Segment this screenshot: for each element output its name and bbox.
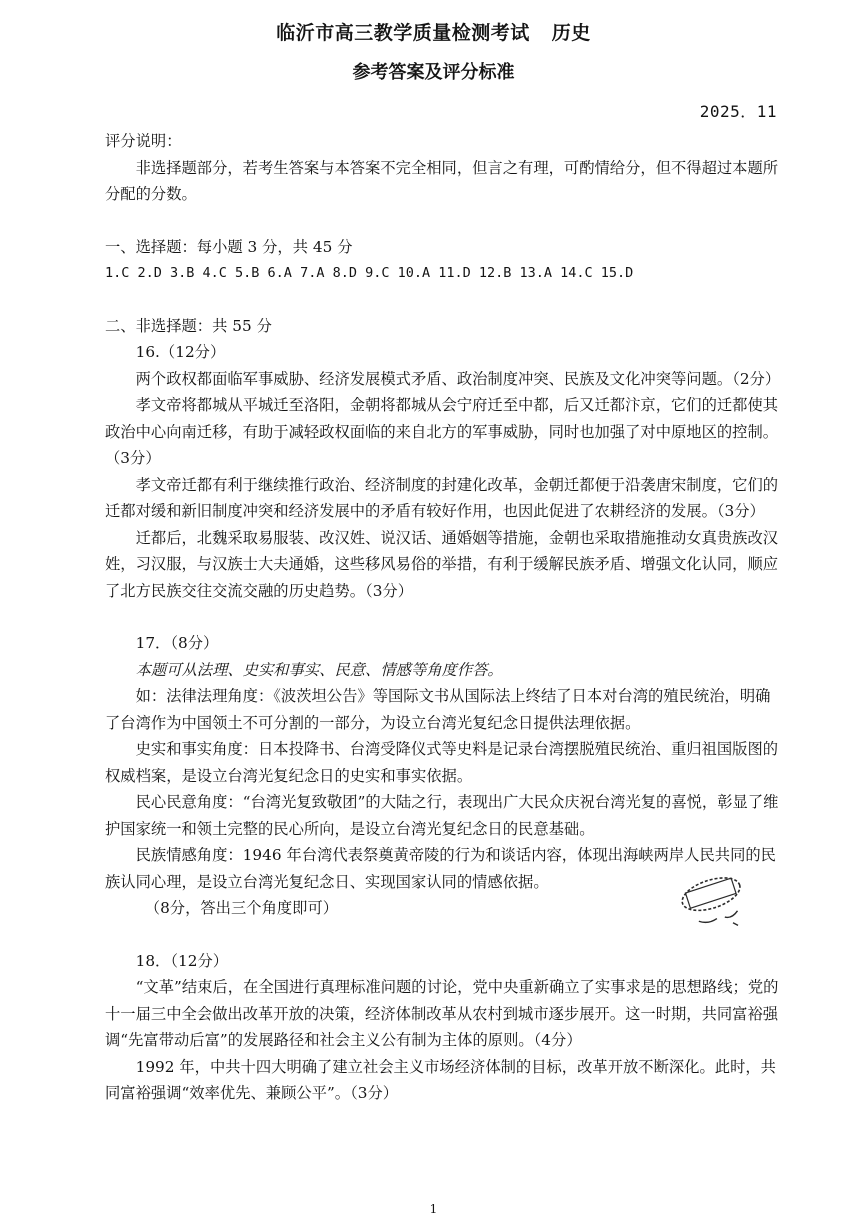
question-16-paragraph: 孝文帝将都城从平城迁至洛阳，金朝将都城从会宁府迁至中都，后又迁都汴京，它们的迁都使其政治中心向南迁移，有助于减轻政权面临的来自北方的军事威胁，同时也加强了对中原地区的控制。（3分） [105, 396, 779, 467]
question-17-title: 17．（8分） [135, 634, 219, 652]
exam-title: 临沂市高三教学质量检测考试 [276, 22, 530, 44]
section2-heading: 二、非选择题：共 55 分 [105, 316, 272, 335]
question-16-paragraph: 迁都后，北魏采取易服装、改汉姓、说汉话、通婚姻等措施，金朝也采取措施推动女真贵族改汉姓，习汉服，与汉族士大夫通婚，这些移风易俗的举措，有利于缓解民族矛盾、增强文化认同，顺应了北方民族交往交流交融的历史趋势。（3分） [105, 528, 779, 600]
question-17-note: （8分，答出三个角度即可） [144, 899, 339, 917]
page-title [0, 18, 867, 45]
question-16-paragraph: 孝文帝迁都有利于继续推行政治、经济制度的封建化改革，金朝迁都便于沿袭唐宋制度，它们的迁都对缓和新旧制度冲突和经济发展中的矛盾有较好作用，也因此促进了农耕经济的发展。（3分） [105, 475, 779, 520]
question-18-paragraph: “文革”结束后，在全国进行真理标准问题的讨论，党中央重新确立了实事求是的思想路线；党的十一届三中全会做出改革开放的决策，经济体制改革从农村到城市逐步展开。这一时期，共同富裕强调“先富带动后富”的发展路径和社会主义公有制为主体的原则。（4分） [105, 978, 779, 1049]
question-17-paragraph: 民族情感角度：1946 年台湾代表祭奠黄帝陵的行为和谈话内容，体现出海峡两岸人民共同的民族认同心理，是设立台湾光复纪念日、实现国家认同的情感依据。 [105, 846, 776, 891]
document-body [105, 128, 785, 1107]
section1-heading: 一、选择题：每小题 3 分，共 45 分 [105, 237, 353, 256]
page-number: 1 [429, 1202, 438, 1216]
watermark-stamp [672, 858, 752, 936]
question-17-paragraph: 如：法律法理角度：《波茨坦公告》等国际文书从国际法上终结了日本对台湾的殖民统治，明确了台湾作为中国领土不可分割的一部分，为设立台湾光复纪念日提供法理依据。 [105, 687, 771, 732]
question-17-paragraph: 史实和事实角度：日本投降书、台湾受降仪式等史料是记录台湾摆脱殖民统治、重归祖国版图的权威档案，是设立台湾光复纪念日的史实和事实依据。 [105, 740, 779, 785]
question-16-paragraph: 两个政权都面临军事威胁、经济发展模式矛盾、政治制度冲突、民族及文化冲突等问题。（2分） [135, 369, 781, 388]
subject-label: 历史 [551, 22, 591, 44]
question-17-intro: 本题可从法理、史实和事实、民意、情感等角度作答。 [135, 660, 503, 679]
multiple-choice-answers: 1.C 2.D 3.B 4.C 5.B 6.A 7.A 8.D 9.C 10.A 11.D 12.B 13.A 14.C 15.D [105, 265, 634, 281]
question-16-title: 16.（12分） [135, 343, 226, 361]
exam-date: 2025．11 [699, 102, 777, 121]
question-18-paragraph: 1992 年，中共十四大明确了建立社会主义市场经济体制的目标，改革开放不断深化。此时，共同富裕强调“效率优先、兼顾公平”。（3分） [105, 1057, 776, 1102]
scoring-notes-heading: 评分说明： [105, 132, 182, 150]
question-18-title: 18．（12分） [135, 951, 229, 970]
scoring-notes-text: 非选择题部分，若考生答案与本答案不完全相同，但言之有理，可酌情给分，但不得超过本题所分配的分数。 [105, 158, 779, 203]
question-17-paragraph: 民心民意角度：“台湾光复致敬团”的大陆之行，表现出广大民众庆祝台湾光复的喜悦，彰显了维护国家统一和领土完整的民心所向，是设立台湾光复纪念日的民意基础。 [105, 793, 779, 838]
page-subtitle: 参考答案及评分标准 [352, 62, 515, 83]
